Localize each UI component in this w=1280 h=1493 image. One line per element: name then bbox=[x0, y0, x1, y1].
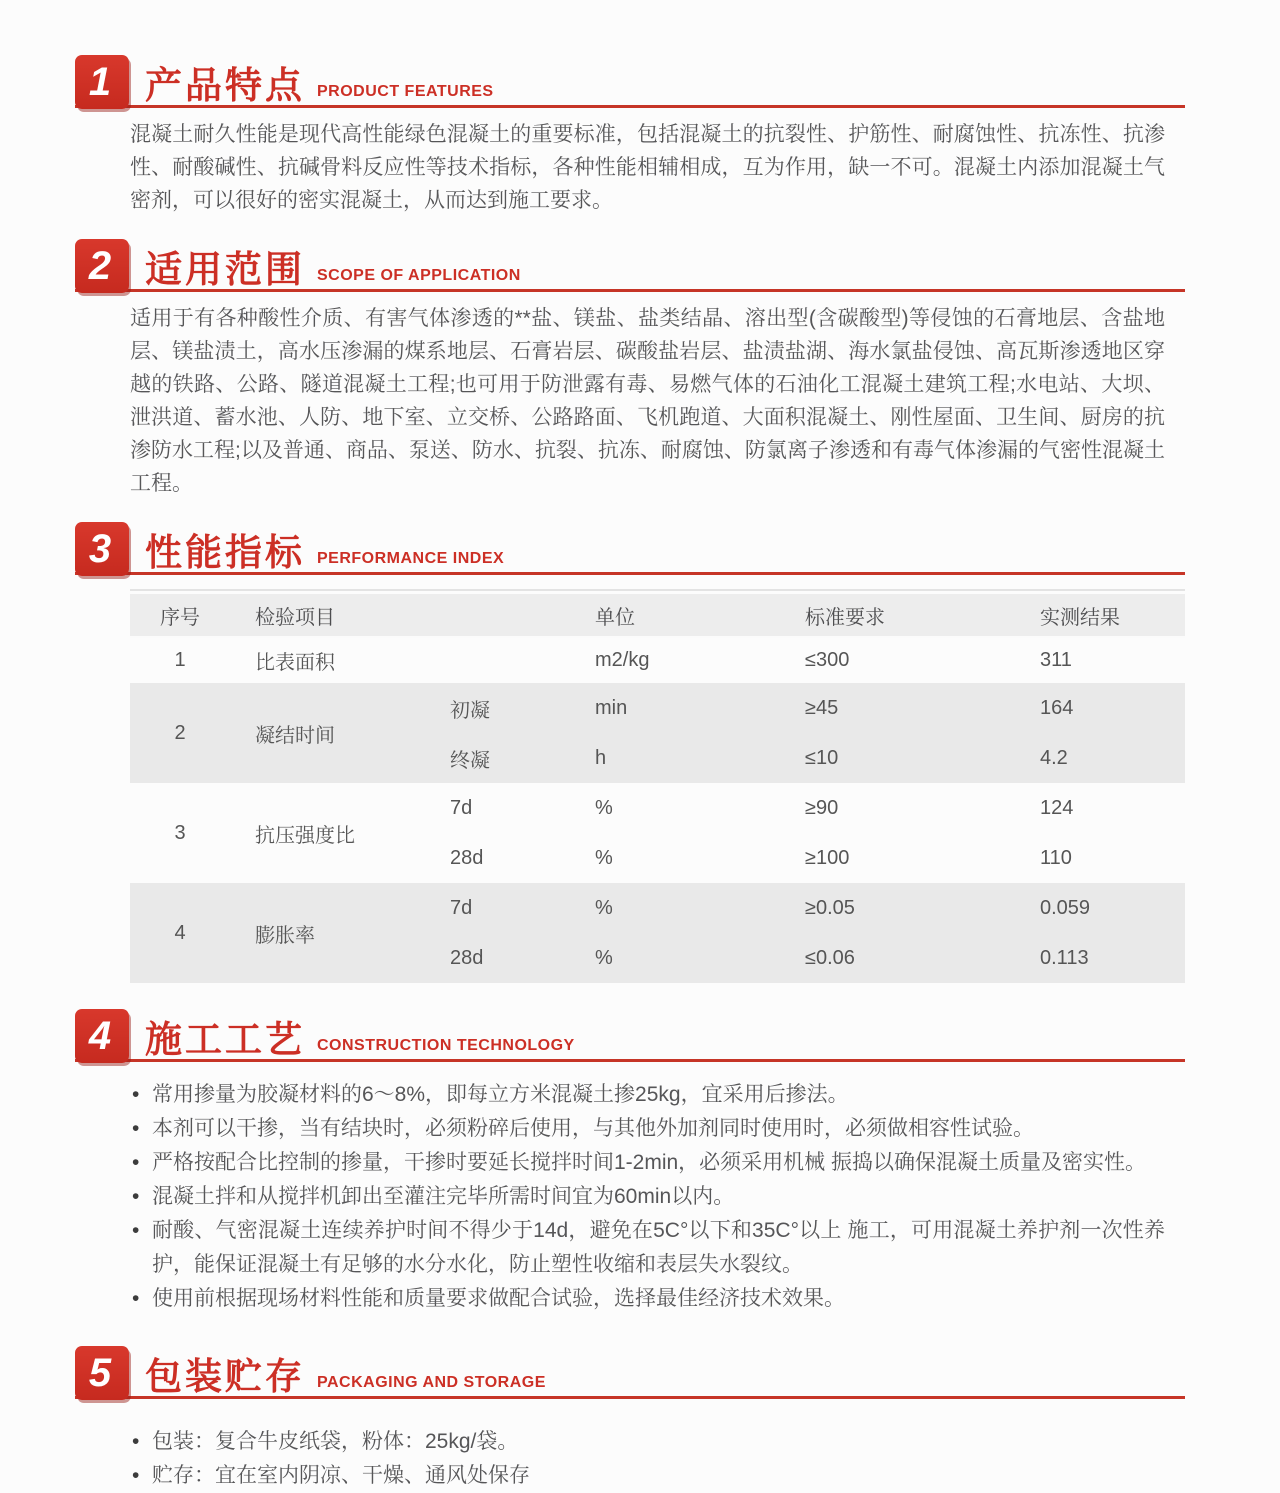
bullet-item: • 耐酸、气密混凝土连续养护时间不得少于14d，避免在5C°以下和35C°以上 施工，可用混凝土养护剂一次性养护，能保证混凝土有足够的水分水化，防止塑性收缩和表层失水裂纹。 bbox=[130, 1214, 1165, 1282]
table-cell-standard: ≤300 bbox=[805, 649, 850, 671]
table-row-group bbox=[130, 683, 1185, 783]
bullet-item: • 混凝土拌和从搅拌机卸出至灌注完毕所需时间宜为60min以内。 bbox=[130, 1180, 1165, 1214]
table-cell-no: 4 bbox=[174, 921, 186, 944]
section-number-badge bbox=[75, 522, 129, 576]
section-number: 3 bbox=[88, 527, 112, 571]
table-cell-standard: ≥0.05 bbox=[805, 896, 855, 919]
section-scope-of-application bbox=[75, 239, 1185, 500]
section-5-header bbox=[75, 1346, 1185, 1399]
section-packaging-and-storage bbox=[75, 1346, 1185, 1493]
section-title: 产品特点 bbox=[145, 65, 305, 106]
table-cell-sub: 终凝 bbox=[450, 749, 490, 772]
section-number: 4 bbox=[88, 1014, 112, 1058]
section-number: 2 bbox=[88, 244, 112, 288]
section-product-features bbox=[75, 55, 1185, 217]
scope-paragraph: 适用于有各种酸性介质、有害气体渗透的**盐、镁盐、盐类结晶、溶出型(含碳酸型)等侵蚀的石膏地层、含盐地层、镁盐渍土，高水压渗漏的煤系地层、石膏岩层、碳酸盐岩层、盐渍盐湖、海水氯盐侵蚀、高瓦斯渗透地区穿越的铁路、公路、隧道混凝土工程;也可用于防泄露有毒、易燃气体的石油化工混凝土建筑工程;水电站、大坝、泄洪道、蓄水池、人防、地下室、立交桥、公路路面、飞机跑道、大面积混凝土、刚性屋面、卫生间、厨房的抗渗防水工程;以及普通、商品、泵送、防水、抗裂、抗冻、耐腐蚀、防氯离子渗透和有毒气体渗漏的气密性混凝土工程。 bbox=[130, 307, 1165, 495]
section-subtitle-en: SCOPE OF APPLICATION bbox=[317, 267, 521, 284]
table-cell-unit: min bbox=[595, 696, 628, 719]
table-cell-unit: % bbox=[595, 946, 613, 969]
table-cell-item: 凝结时间 bbox=[255, 724, 335, 747]
section-title: 性能指标 bbox=[145, 532, 305, 573]
section-title: 包装贮存 bbox=[145, 1356, 305, 1397]
table-cell-sub: 初凝 bbox=[450, 699, 490, 722]
table-cell-standard: ≤0.06 bbox=[805, 946, 855, 969]
bullet-item: • 常用掺量为胶凝材料的6～8%，即每立方米混凝土掺25kg，宜采用后掺法。 bbox=[130, 1078, 1165, 1112]
section-number-badge bbox=[75, 239, 129, 293]
bullet-item: • 贮存：宜在室内阴凉、干燥、通风处保存 bbox=[130, 1459, 1165, 1493]
table-cell-standard: ≥45 bbox=[805, 696, 839, 719]
table-cell-result: 164 bbox=[1040, 696, 1074, 719]
product-features-paragraph: 混凝土耐久性能是现代高性能绿色混凝土的重要标准，包括混凝土的抗裂性、护筋性、耐腐蚀性、抗冻性、抗渗性、耐酸碱性、抗碱骨料反应性等技术指标，各种性能相辅相成，互为作用，缺一不可。混凝土内添加混凝土气密剂，可以很好的密实混凝土，从而达到施工要求。 bbox=[130, 123, 1165, 212]
section-number: 5 bbox=[88, 1351, 112, 1395]
table-cell-no: 1 bbox=[174, 649, 186, 671]
bullet-item: • 严格按配合比控制的掺量，干掺时要延长搅拌时间1-2min，必须采用机械 振捣以确保混凝土质量及密实性。 bbox=[130, 1146, 1165, 1180]
table-header-row bbox=[130, 594, 1185, 638]
section-subtitle-en: PERFORMANCE INDEX bbox=[317, 550, 505, 567]
table-cell-sub: 7d bbox=[450, 896, 473, 919]
table-cell-result: 4.2 bbox=[1040, 746, 1068, 769]
table-cell-sub: 28d bbox=[450, 946, 484, 969]
table-cell-no: 3 bbox=[174, 821, 186, 844]
section-number-badge bbox=[75, 1009, 129, 1063]
table-cell-unit: % bbox=[595, 796, 613, 819]
section-1-header bbox=[75, 55, 1185, 108]
performance-table bbox=[130, 589, 1185, 983]
table-cell-unit: h bbox=[595, 746, 607, 769]
section-title: 施工工艺 bbox=[145, 1019, 305, 1060]
table-cell-item: 膨胀率 bbox=[255, 924, 315, 947]
table-header-result: 实测结果 bbox=[1040, 606, 1120, 629]
table-cell-result: 0.059 bbox=[1040, 896, 1091, 919]
section-subtitle-en: PACKAGING AND STORAGE bbox=[317, 1374, 546, 1391]
construction-bullet-list bbox=[130, 1078, 1165, 1316]
table-row-group bbox=[130, 883, 1185, 983]
table-cell-result: 110 bbox=[1040, 846, 1072, 869]
table-cell-unit: m2/kg bbox=[595, 649, 650, 671]
section-subtitle-en: CONSTRUCTION TECHNOLOGY bbox=[317, 1037, 575, 1054]
table-cell-item: 比表面积 bbox=[255, 652, 335, 674]
table-cell-result: 311 bbox=[1040, 649, 1072, 671]
section-number-badge bbox=[75, 1346, 129, 1400]
table-cell-standard: ≥100 bbox=[805, 846, 850, 869]
table-header-unit: 单位 bbox=[595, 606, 635, 629]
bullet-item: • 包装：复合牛皮纸袋，粉体：25kg/袋。 bbox=[130, 1425, 1165, 1459]
section-performance-index bbox=[75, 522, 1185, 983]
table-row bbox=[130, 638, 1185, 683]
table-cell-unit: % bbox=[595, 896, 613, 919]
bullet-item: • 本剂可以干掺，当有结块时，必须粉碎后使用，与其他外加剂同时使用时，必须做相容性试验。 bbox=[130, 1112, 1165, 1146]
section-number: 1 bbox=[88, 60, 112, 104]
table-cell-sub: 28d bbox=[450, 846, 484, 869]
bullet-item: • 使用前根据现场材料性能和质量要求做配合试验，选择最佳经济技术效果。 bbox=[130, 1282, 1165, 1316]
table-cell-sub: 7d bbox=[450, 796, 473, 819]
table-cell-standard: ≥90 bbox=[805, 796, 839, 819]
packaging-bullet-list bbox=[130, 1425, 1165, 1493]
section-construction-technology bbox=[75, 1009, 1185, 1316]
table-header-item: 检验项目 bbox=[255, 606, 335, 629]
table-cell-standard: ≤10 bbox=[805, 746, 839, 769]
section-title: 适用范围 bbox=[145, 249, 305, 290]
section-3-header bbox=[75, 522, 1185, 575]
section-number-badge bbox=[75, 55, 129, 109]
section-2-header bbox=[75, 239, 1185, 292]
section-subtitle-en: PRODUCT FEATURES bbox=[317, 83, 494, 100]
table-header-standard: 标准要求 bbox=[805, 606, 885, 629]
table-header-no: 序号 bbox=[160, 606, 200, 629]
table-cell-unit: % bbox=[595, 846, 613, 869]
table-cell-item: 抗压强度比 bbox=[255, 824, 355, 847]
table-cell-result: 0.113 bbox=[1040, 946, 1089, 969]
table-cell-no: 2 bbox=[174, 721, 186, 744]
section-4-header bbox=[75, 1009, 1185, 1062]
table-row-group bbox=[130, 783, 1185, 883]
table-cell-result: 124 bbox=[1040, 796, 1074, 819]
